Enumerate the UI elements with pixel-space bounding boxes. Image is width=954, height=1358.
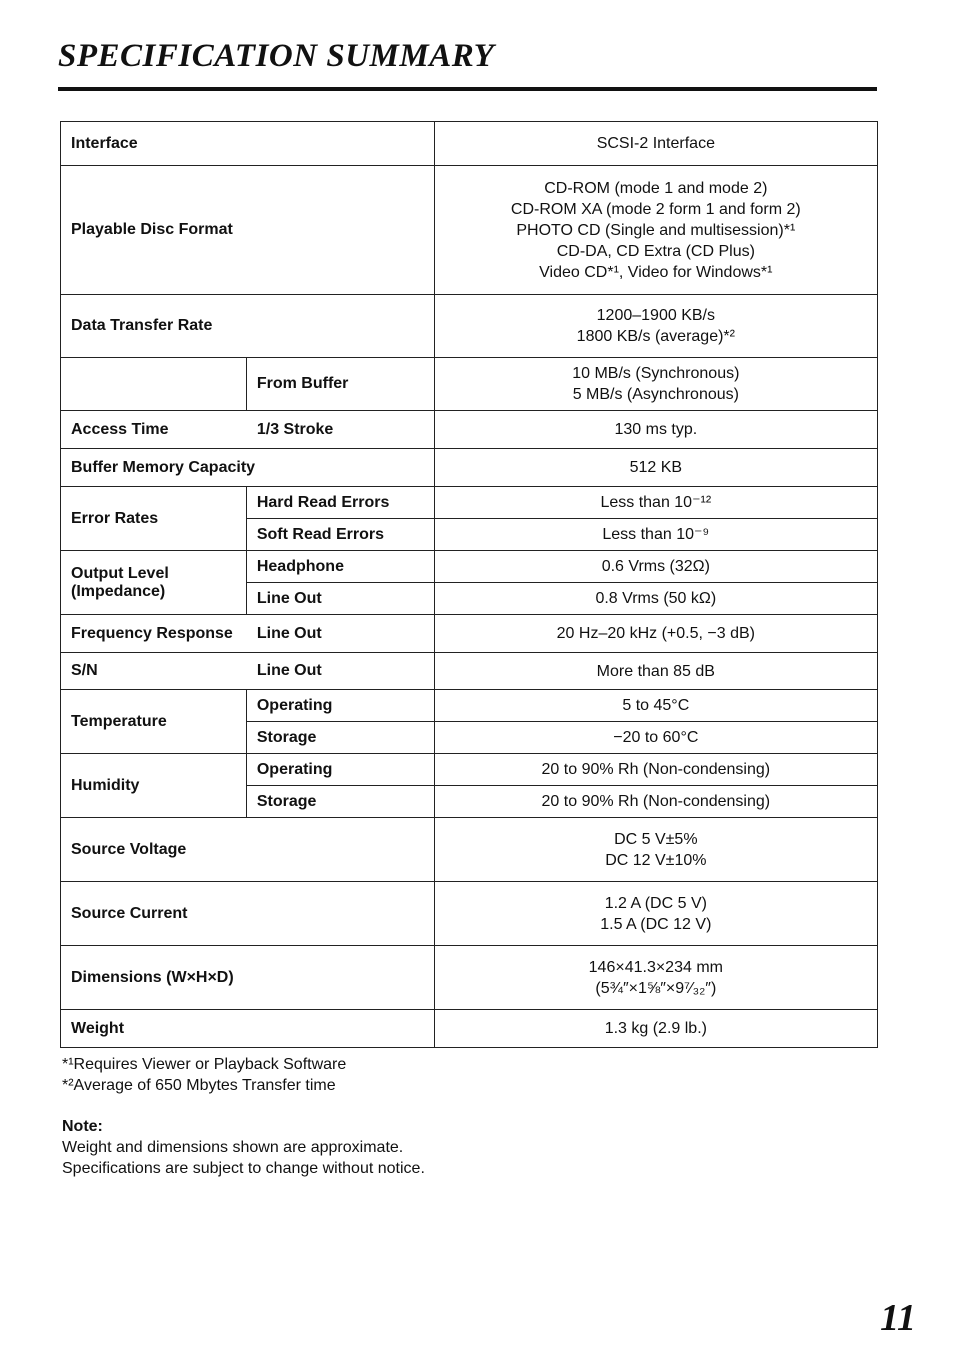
row-label-weight: Weight xyxy=(61,1010,435,1048)
table-row xyxy=(61,295,878,358)
row-value-dimensions xyxy=(434,946,877,1010)
table-row xyxy=(61,615,878,653)
note-line: Weight and dimensions shown are approximate. xyxy=(62,1139,404,1156)
table-row xyxy=(61,882,878,946)
row-value-temp-operating: 5 to 45°C xyxy=(434,690,877,722)
footnote: *¹Requires Viewer or Playback Software xyxy=(62,1056,347,1073)
row-value-headphone: 0.6 Vrms (32Ω) xyxy=(434,551,877,583)
value-line: (5¾″×1⅝″×9⁷⁄₃₂″) xyxy=(595,979,717,997)
row-value-source-current xyxy=(434,882,877,946)
row-label-access-time: Access Time xyxy=(61,411,247,449)
page-number: 11 xyxy=(880,1297,916,1339)
label-line: Output Level xyxy=(71,564,169,582)
row-label-error-rates: Error Rates xyxy=(61,487,247,551)
table-row xyxy=(61,754,878,786)
value-line: 1.2 A (DC 5 V) xyxy=(604,894,707,912)
row-sub-temp-operating: Operating xyxy=(246,690,434,722)
row-sub-from-buffer: From Buffer xyxy=(246,358,434,411)
table-row xyxy=(61,1010,878,1048)
footnote: *²Average of 650 Mbytes Transfer time xyxy=(62,1077,336,1094)
row-label-source-current: Source Current xyxy=(61,882,435,946)
footnotes-section xyxy=(62,1054,425,1179)
row-value-temp-storage: −20 to 60°C xyxy=(434,722,877,754)
row-sub-stroke: 1/3 Stroke xyxy=(246,411,434,449)
value-line: 1200–1900 KB/s xyxy=(596,307,715,324)
table-row xyxy=(61,122,878,166)
note-line: Specifications are subject to change without notice. xyxy=(62,1160,425,1177)
row-value-hard-read-errors: Less than 10⁻¹² xyxy=(434,487,877,519)
table-row xyxy=(61,551,878,583)
table-row xyxy=(61,690,878,722)
row-value-sn: More than 85 dB xyxy=(434,653,877,690)
value-line: 5 MB/s (Asynchronous) xyxy=(572,386,739,403)
row-value-buffer-memory: 512 KB xyxy=(434,449,877,487)
value-line: DC 5 V±5% xyxy=(614,830,698,848)
row-value-from-buffer xyxy=(434,358,877,411)
title-underline xyxy=(58,87,877,91)
row-sub-hard-read-errors: Hard Read Errors xyxy=(246,487,434,519)
table-row xyxy=(61,487,878,519)
table-row xyxy=(61,946,878,1010)
row-label-data-transfer-rate: Data Transfer Rate xyxy=(61,295,435,358)
value-line: 1800 KB/s (average)*² xyxy=(576,328,735,345)
row-sub-soft-read-errors: Soft Read Errors xyxy=(246,519,434,551)
table-row xyxy=(61,166,878,295)
row-label-disc-format: Playable Disc Format xyxy=(61,166,435,295)
specification-table xyxy=(60,121,878,1048)
table-row xyxy=(61,653,878,690)
note-heading: Note: xyxy=(62,1118,103,1135)
row-label-humidity: Humidity xyxy=(61,754,247,818)
page-title: SPECIFICATION SUMMARY xyxy=(58,38,495,74)
value-line: CD-ROM XA (mode 2 form 1 and form 2) xyxy=(510,200,801,218)
row-value-data-transfer-rate xyxy=(434,295,877,358)
row-value-interface: SCSI-2 Interface xyxy=(434,122,877,166)
row-label-interface: Interface xyxy=(61,122,435,166)
row-sub-humidity-operating: Operating xyxy=(246,754,434,786)
row-label-temperature: Temperature xyxy=(61,690,247,754)
row-label-frequency-response: Frequency Response xyxy=(61,615,247,653)
row-sub-line-out: Line Out xyxy=(246,583,434,615)
row-value-humidity-operating: 20 to 90% Rh (Non-condensing) xyxy=(434,754,877,786)
row-sub-sn-line-out: Line Out xyxy=(246,653,434,690)
table-row xyxy=(61,358,878,411)
row-label-sn: S/N xyxy=(61,653,247,690)
value-line: CD-DA, CD Extra (CD Plus) xyxy=(556,242,755,260)
row-sub-freq-line-out: Line Out xyxy=(246,615,434,653)
table-row xyxy=(61,449,878,487)
row-value-weight: 1.3 kg (2.9 lb.) xyxy=(434,1010,877,1048)
row-label-dimensions: Dimensions (W×H×D) xyxy=(61,946,435,1010)
empty-cell xyxy=(61,358,247,411)
value-line: 146×41.3×234 mm xyxy=(588,958,723,976)
row-value-access-time: 130 ms typ. xyxy=(434,411,877,449)
label-line: (Impedance) xyxy=(71,582,166,600)
row-value-line-out: 0.8 Vrms (50 kΩ) xyxy=(434,583,877,615)
value-line: PHOTO CD (Single and multisession)*¹ xyxy=(516,221,796,239)
row-value-humidity-storage: 20 to 90% Rh (Non-condensing) xyxy=(434,786,877,818)
value-line: 10 MB/s (Synchronous) xyxy=(572,365,740,382)
value-line: Video CD*¹, Video for Windows*¹ xyxy=(539,263,773,281)
row-value-soft-read-errors: Less than 10⁻⁹ xyxy=(434,519,877,551)
table-row xyxy=(61,818,878,882)
value-line: 1.5 A (DC 12 V) xyxy=(600,915,712,933)
row-value-frequency-response: 20 Hz–20 kHz (+0.5, −3 dB) xyxy=(434,615,877,653)
row-label-output-level xyxy=(61,551,247,615)
row-sub-headphone: Headphone xyxy=(246,551,434,583)
row-sub-temp-storage: Storage xyxy=(246,722,434,754)
row-label-buffer-memory: Buffer Memory Capacity xyxy=(61,449,435,487)
value-line: DC 12 V±10% xyxy=(605,851,707,869)
value-line: CD-ROM (mode 1 and mode 2) xyxy=(544,179,768,197)
row-value-disc-format xyxy=(434,166,877,295)
row-value-source-voltage xyxy=(434,818,877,882)
table-row xyxy=(61,411,878,449)
row-label-source-voltage: Source Voltage xyxy=(61,818,435,882)
row-sub-humidity-storage: Storage xyxy=(246,786,434,818)
